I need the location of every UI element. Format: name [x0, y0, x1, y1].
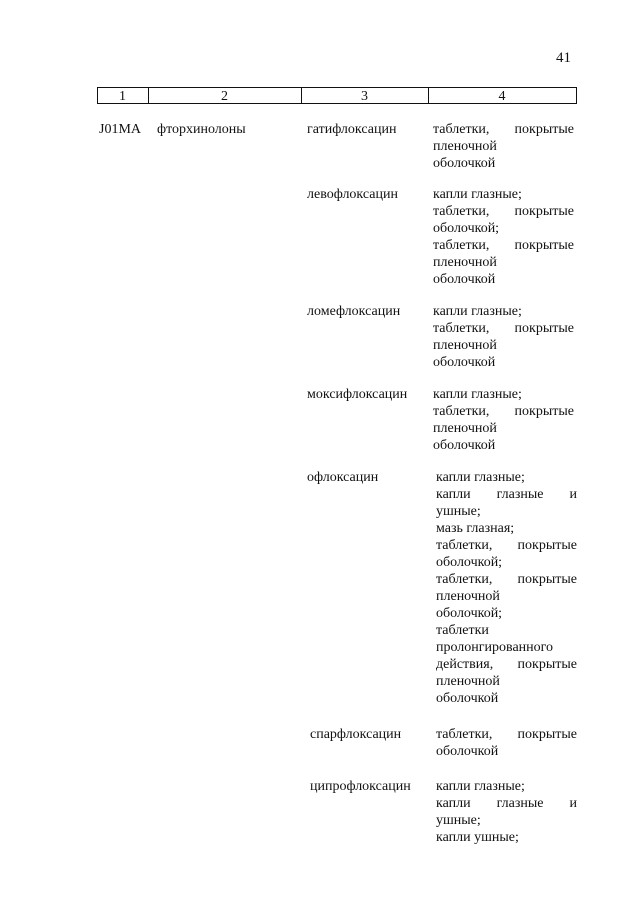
table-header	[97, 87, 577, 104]
dosage-form-line: оболочкой;	[436, 555, 503, 570]
dosage-form-line: пленочной	[433, 338, 497, 353]
dosage-form-line: оболочкой;	[433, 221, 500, 236]
drug-name: левофлоксацин	[307, 187, 398, 202]
dosage-form-line: капли ушные;	[436, 830, 519, 845]
dosage-form-line: таблетки	[436, 623, 489, 638]
dosage-form-line: капли глазные;	[433, 304, 522, 319]
header-col-4: 4	[498, 89, 506, 104]
dosage-form-line: пленочной	[433, 421, 497, 436]
dosage-form-line: оболочкой	[433, 438, 496, 453]
dosage-form-line: оболочкой	[436, 744, 499, 759]
drug-name: спарфлоксацин	[310, 727, 402, 742]
dosage-form-line: ушные;	[436, 813, 481, 828]
dosage-form-line: пленочной	[436, 589, 500, 604]
drug-name: ципрофлоксацин	[310, 779, 411, 794]
dosage-form-line: пленочной	[433, 139, 497, 154]
dosage-form-line: пролонгированного	[436, 640, 554, 655]
drug-name: ломефлоксацин	[307, 304, 401, 319]
dosage-form-line: таблетки, покрытые	[433, 238, 574, 253]
dosage-forms	[436, 726, 577, 760]
drug-name: офлоксацин	[307, 470, 379, 485]
dosage-form-line: капли глазные;	[433, 387, 522, 402]
dosage-form-line: оболочкой	[436, 691, 499, 706]
dosage-form-line: капли глазные;	[433, 187, 522, 202]
dosage-form-line: таблетки, покрытые	[436, 538, 577, 553]
dosage-form-line: таблетки, покрытые	[436, 572, 577, 587]
dosage-form-line: оболочкой	[433, 272, 496, 287]
drug-group: фторхинолоны	[157, 122, 246, 137]
dosage-forms	[436, 778, 577, 846]
dosage-form-line: капли глазные и	[436, 487, 577, 502]
dosage-form-line: капли глазные и	[436, 796, 577, 811]
dosage-form-line: оболочкой;	[436, 606, 503, 621]
header-col-3: 3	[361, 89, 368, 104]
dosage-form-line: пленочной	[433, 255, 497, 270]
dosage-form-line: оболочкой	[433, 156, 496, 171]
dosage-form-line: таблетки, покрытые	[433, 122, 574, 137]
dosage-form-line: таблетки, покрытые	[433, 404, 574, 419]
header-divider	[576, 87, 577, 103]
dosage-form-line: капли глазные;	[436, 470, 525, 485]
dosage-forms	[433, 121, 574, 172]
atc-code: J01MA	[99, 122, 142, 137]
drug-name: гатифлоксацин	[307, 122, 397, 137]
dosage-form-line: таблетки, покрытые	[433, 321, 574, 336]
page-number: 41	[556, 50, 571, 66]
dosage-form-line: капли глазные;	[436, 779, 525, 794]
drug-name: моксифлоксацин	[307, 387, 408, 402]
dosage-form-line: таблетки, покрытые	[436, 727, 577, 742]
dosage-form-line: таблетки, покрытые	[433, 204, 574, 219]
dosage-forms	[433, 186, 574, 288]
dosage-form-line: мазь глазная;	[436, 521, 515, 536]
dosage-forms	[433, 303, 574, 371]
header-col-2: 2	[221, 89, 228, 104]
dosage-forms	[433, 386, 574, 454]
dosage-forms	[436, 469, 577, 707]
dosage-form-line: действия, покрытые	[436, 657, 577, 672]
dosage-form-line: пленочной	[436, 674, 500, 689]
dosage-form-line: оболочкой	[433, 355, 496, 370]
dosage-form-line: ушные;	[436, 504, 481, 519]
header-col-1: 1	[119, 89, 126, 104]
